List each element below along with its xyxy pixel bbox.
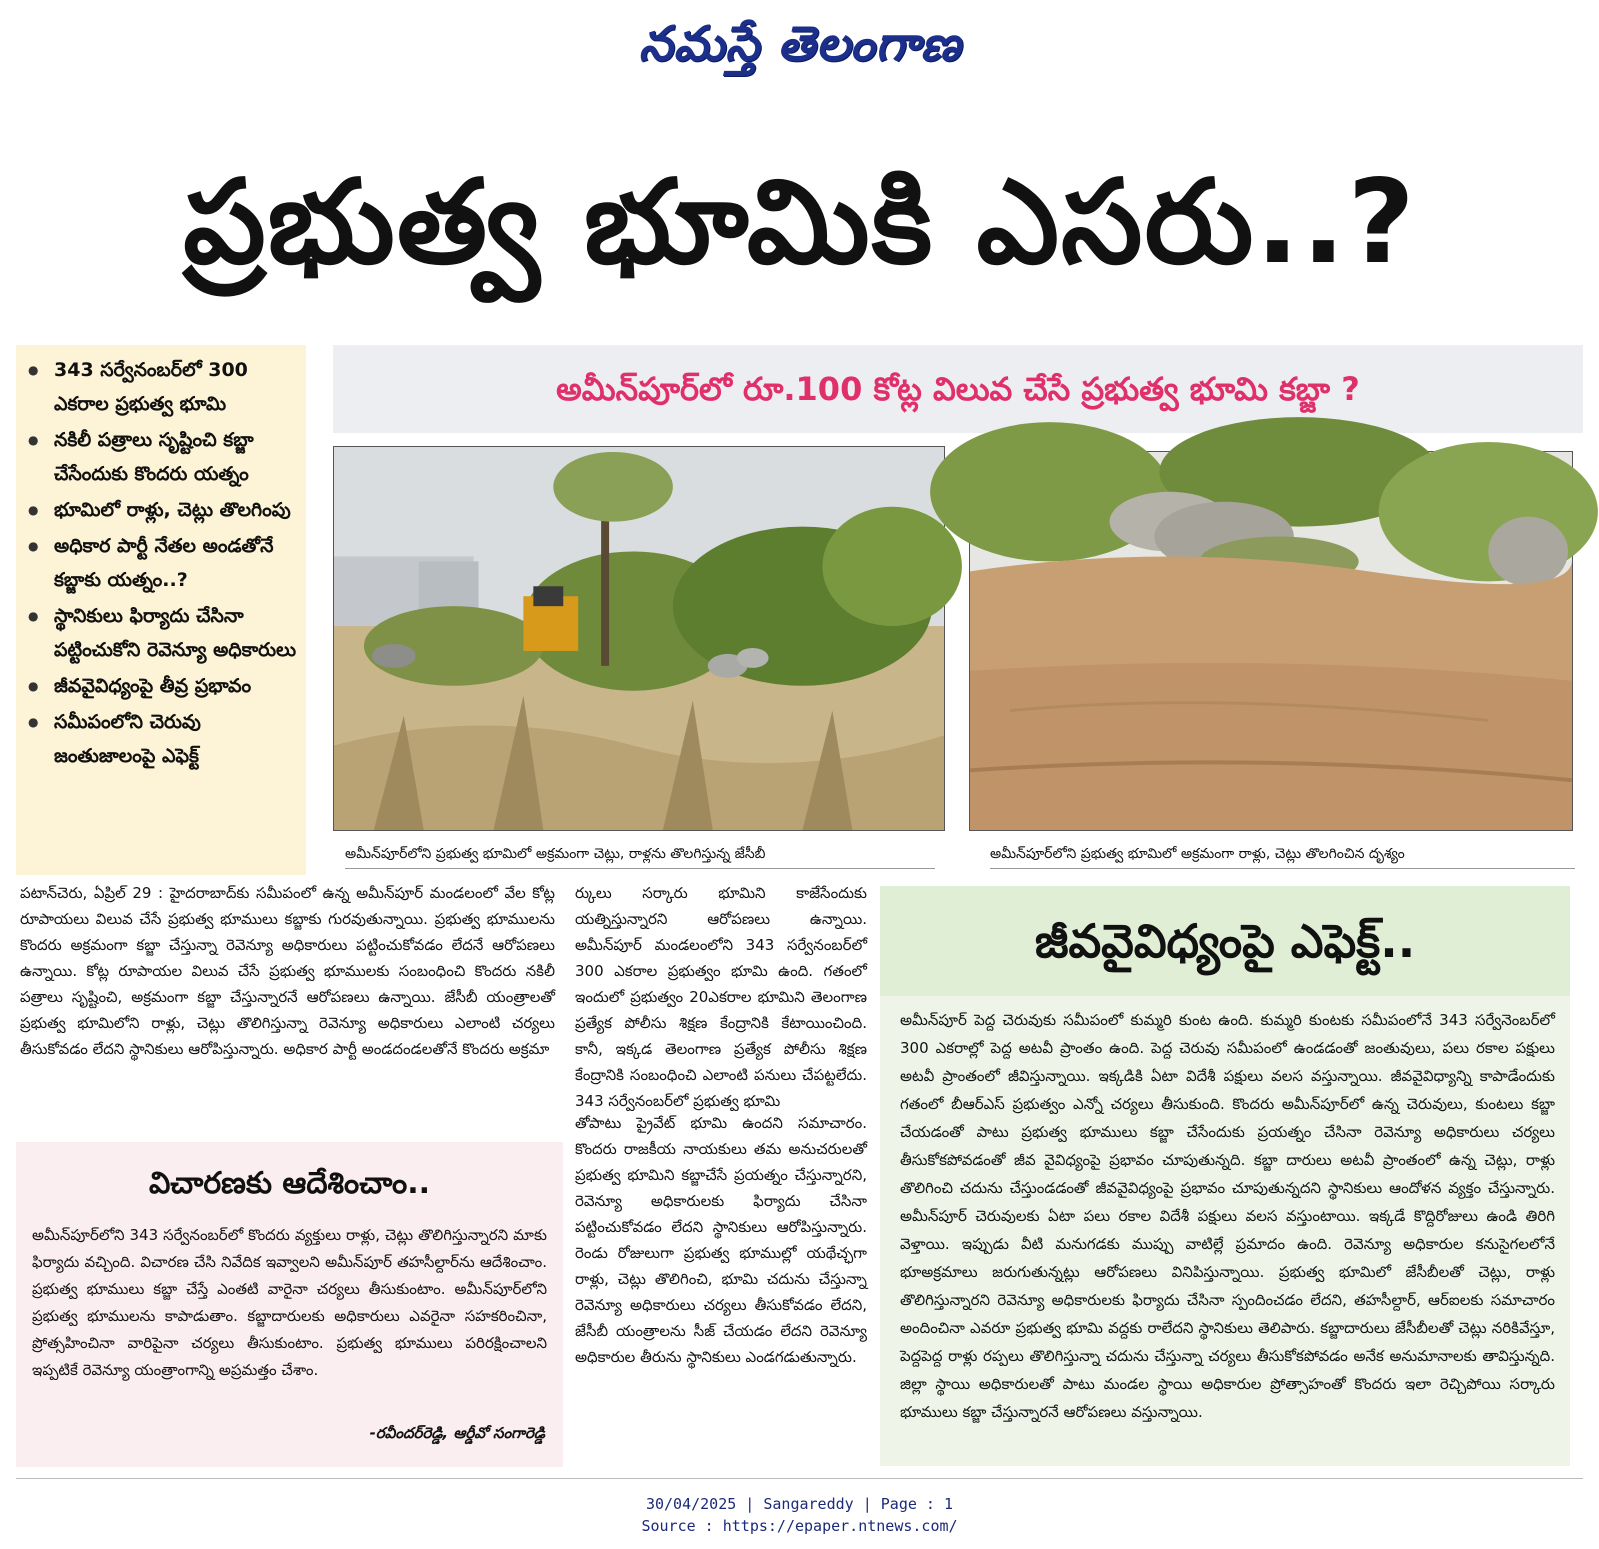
highlight-item: ● జీవవైవిధ్యంపై తీవ్ర ప్రభావం [24,669,300,703]
sub-headline: అమీన్‌పూర్‌లో రూ.100 కోట్ల విలువ చేసే ప్రభుత్వ భూమి కబ్జా ? [333,345,1583,433]
footer-source: Source : https://epaper.ntnews.com/ [641,1517,958,1535]
story-column-2: ర్కులు సర్కారు భూమిని కాజేసేందుకు యత్నిస్తున్నారని ఆరోపణలు ఉన్నాయి. అమీన్‌పూర్‌ మండలంలోని 343 సర్వేనంబర్‌లో 300 ఎకరాల ప్రభుత్వం భూమి ఉంది. గతంలో ఇందులో ప్రభుత్వం 20ఎకరాల భూమిని తెలంగాణ ప్రత్యేక పోలీసు శిక్షణ కేంద్రానికి కేటాయించింది. కానీ, ఇక్కడ తెలంగాణ ప్రత్యేక పోలీసు శిక్షణ కేంద్రానికి సంబంధించి ఎలాంటి పనులు చేపట్టలేదు. 343 సర్వేనంబర్‌లో ప్రభుత్వ భూమి [575,884,867,1110]
footer-divider [16,1478,1583,1479]
biodiversity-body: అమీన్‌పూర్‌ పెద్ద చెరువుకు సమీపంలో కుమ్మరి కుంట ఉంది. కుమ్మరి కుంటకు సమీపంలోనే 343 సర్వేనెంబర్‌లో 300 ఎకరాల్లో పెద్ద అటవీ ప్రాంతం ఉంది. పెద్ద చెరువు సమీపంలో ఉండడంతో జంతువులు, పలు రకాల పక్షులు అటవీ ప్రాంతంలో జీవిస్తున్నాయి. ఇక్కడికి ఏటా విదేశీ పక్షులు వలస వస్తున్నాయి. జీవవైవిధ్యాన్ని కాపాడేందుకు గతంలో బీఆర్‌ఎస్‌ ప్రభుత్వం ఎన్నో చర్యలు తీసుకుంది. కొందరు అమీన్‌పూర్‌లో ఉన్న చెరువులు, కుంటలు కబ్జా చేయడంతో పాటు ప్రభుత్వ భూములు కబ్జా చేసేందుకు ప్రయత్నం చేసినా రెవెన్యూ అధికారులు చర్యలు తీసుకోకపోవడంతో జీవ వైవిధ్యంపై ప్రభావం చూపుతున్నది. కబ్జా దారులు అటవీ ప్రాంతంలో ఉన్న చెట్లు, రాళ్లు తొలిగించి చదును చేస్తుండడంతో జీవవైవిధ్యంపై ప్రభావం చూపుతున్నదని స్థానికులు ఆందోళన వ్యక్తం చేస్తున్నారు. అమీన్‌పూర్‌ చెరువులకు ఏటా పలు రకాల విదేశీ పక్షులు వలస వస్తుంటాయి. ఇక్కడే కొద్దిరోజులు ఉండి తిరిగి వెళ్తాయి. ఇప్పుడు వీటి మనుగడకు ముప్పు వాటిల్లే ప్రమాదం ఉంది. రెవెన్యూ అధికారుల కనుసైగలలోనే భూఅక్రమాలు జరుగుతున్నట్లు ఆరోపణలు వినిపిస్తున్నాయి. ప్రభుత్వ భూమిలో జేసీబీలతో చెట్లు, రాళ్లు తొలిగిస్తున్నారని రెవెన్యూ అధికారులకు ఫిర్యాదు చేసినా స్పందించడం లేదని, తహసీల్దార్‌, ఆర్‌ఐలకు సమాచారం అందించినా ఎవరూ ప్రభుత్వ భూమి వద్దకు రాలేదని స్థానికులు తెలిపారు. కబ్జాదారులు జేసీబీలతో చెట్లు నరికివేస్తూ, పెద్దపెద్ద రాళ్లు రప్పలు తొలిగిస్తున్నా చదును చేస్తున్నా చర్యలు తీసుకోకపోవడం అనేక అనుమానాలకు తావిస్తున్నది. జిల్లా స్థాయి అధికారులతో పాటు మండల స్థాయి అధికారుల ప్రోత్సాహంతో కొందరు ఇలా రెచ్చిపోయి సర్కారు భూములు కబ్జా చేస్తున్నారనే ఆరోపణలు వస్తున్నాయి. [900,1011,1555,1421]
biodiversity-title: జీవవైవిధ్యంపై ఎఫెక్ట్‌.. [880,886,1570,996]
highlight-item: ● అధికార పార్టీ నేతల అండతోనే కబ్జాకు యత్నం..? [24,529,300,597]
photo-cleared-land [969,451,1573,831]
photo1-caption: అమీన్‌పూర్‌లోని ప్రభుత్వ భూమిలో అక్రమంగా చెట్లు, రాళ్లను తొలగిస్తున్న జేసీబీ [345,843,935,869]
footer-date-edition: 30/04/2025 | Sangareddy | Page : 1 [645,1495,954,1513]
highlight-item: ● నకిలీ పత్రాలు సృష్టించి కబ్జా చేసేందుకు కొందరు యత్నం [24,423,300,491]
newspaper-masthead: నమస్తే తెలంగాణ [638,16,962,72]
highlight-item: ● భూమిలో రాళ్లు, చెట్లు తొలగింపు [24,493,300,527]
highlight-item: ● సమీపంలోని చెరువు జంతుజాలంపై ఎఫెక్ట్‌ [24,705,300,773]
highlight-item: ● 343 సర్వేనంబర్‌లో 300 ఎకరాల ప్రభుత్వ భూమి [24,353,300,421]
highlight-item: ● స్థానికులు ఫిర్యాదు చేసినా పట్టించుకోని రెవెన్యూ అధికారులు [24,599,300,667]
probe-quote-box [16,1142,563,1467]
probe-title: విచారణకు ఆదేశించాం.. [148,1166,431,1201]
main-headline: ప్రభుత్వ భూమికి ఎసరు..? [183,155,1417,290]
photo2-caption: అమీన్‌పూర్‌లోని ప్రభుత్వ భూమిలో అక్రమంగా రాళ్లు, చెట్లు తొలగించిన దృశ్యం [990,843,1575,869]
biodiversity-sidebar [880,886,1570,1466]
probe-signature: -రవీందర్‌రెడ్డి, ఆర్డీవో సంగారెడ్డి [369,1424,545,1442]
probe-body: అమీన్‌పూర్‌లోని 343 సర్వేనంబర్‌లో కొందరు వ్యక్తులు రాళ్లు, చెట్లు తొలిగిస్తున్నారని మాకు ఫిర్యాదు వచ్చింది. విచారణ చేసి నివేదిక ఇవ్వాలని అమీన్‌పూర్‌ తహసీల్దార్‌ను ఆదేశించాం. ప్రభుత్వ భూములు కబ్జా చేస్తే ఎంతటి వారైనా చర్యలు తీసుకుంటాం. అమీన్‌పూర్‌లోని ప్రభుత్వ భూములను కాపాడుతాం. కబ్జాదారులకు అధికారులు ఎవరైనా సహకరించినా, ప్రోత్సహించినా వారిపైనా చర్యలు తీసుకుంటాం. ప్రభుత్వ భూములు పరిరక్షించాలని ఇప్పటికే రెవెన్యూ యంత్రాంగాన్ని అప్రమత్తం చేశాం. [32,1226,547,1379]
story-column-3: తోపాటు ప్రైవేట్‌ భూమి ఉందని సమాచారం. కొందరు రాజకీయ నాయకులు తమ అనుచరులతో ప్రభుత్వ భూమిని కబ్జాచేసే ప్రయత్నం చేస్తున్నారని, రెవెన్యూ అధికారులకు ఫిర్యాదు చేసినా పట్టించుకోవడం లేదని స్థానికులు ఆరోపిస్తున్నారు. రెండు రోజులుగా ప్రభుత్వ భూముల్లో యథేచ్ఛగా రాళ్లు, చెట్లు తొలిగించి, భూమి చదును చేస్తున్నా రెవెన్యూ అధికారులు చర్యలు తీసుకోవడం లేదని, జేసీబీ యంత్రాలను సీజ్‌ చేయడం లేదని రెవెన్యూ అధికారుల తీరును స్థానికులు ఎండగడుతున్నారు. [575,1114,867,1366]
highlights-box [16,345,306,875]
story-column-1: పటాన్‌చెరు, ఏప్రిల్‌ 29 : హైదరాబాద్‌కు సమీపంలో ఉన్న అమీన్‌పూర్‌ మండలంలో వేల కోట్ల రూపాయలు విలువ చేసే ప్రభుత్వ భూములు కబ్జాకు గురవుతున్నాయి. ప్రభుత్వ భూములను కొందరు అక్రమంగా కబ్జా చేస్తున్నా రెవెన్యూ అధికారులు పట్టించుకోవడం లేదనే ఆరోపణలు ఉన్నాయి. కోట్ల రూపాయల విలువ చేసే ప్రభుత్వ భూములకు సంబంధించి కొందరు నకిలీ పత్రాలు సృష్టించి, అక్రమంగా కబ్జా చేస్తున్నారనే ఆరోపణలు ఉన్నాయి. జేసీబీ యంత్రాలతో ప్రభుత్వ భూమిలోని రాళ్లు, చెట్లు తొలిగిస్తున్నా రెవెన్యూ అధికారులు ఎలాంటి చర్యలు తీసుకోవడం లేదని స్థానికులు ఆరోపిస్తున్నారు. అధికార పార్టీ అండదండలతోనే కొందరు అక్రమా [20,884,555,1058]
photo-jcb-clearing-land [333,446,945,831]
highlights-list [24,353,300,773]
